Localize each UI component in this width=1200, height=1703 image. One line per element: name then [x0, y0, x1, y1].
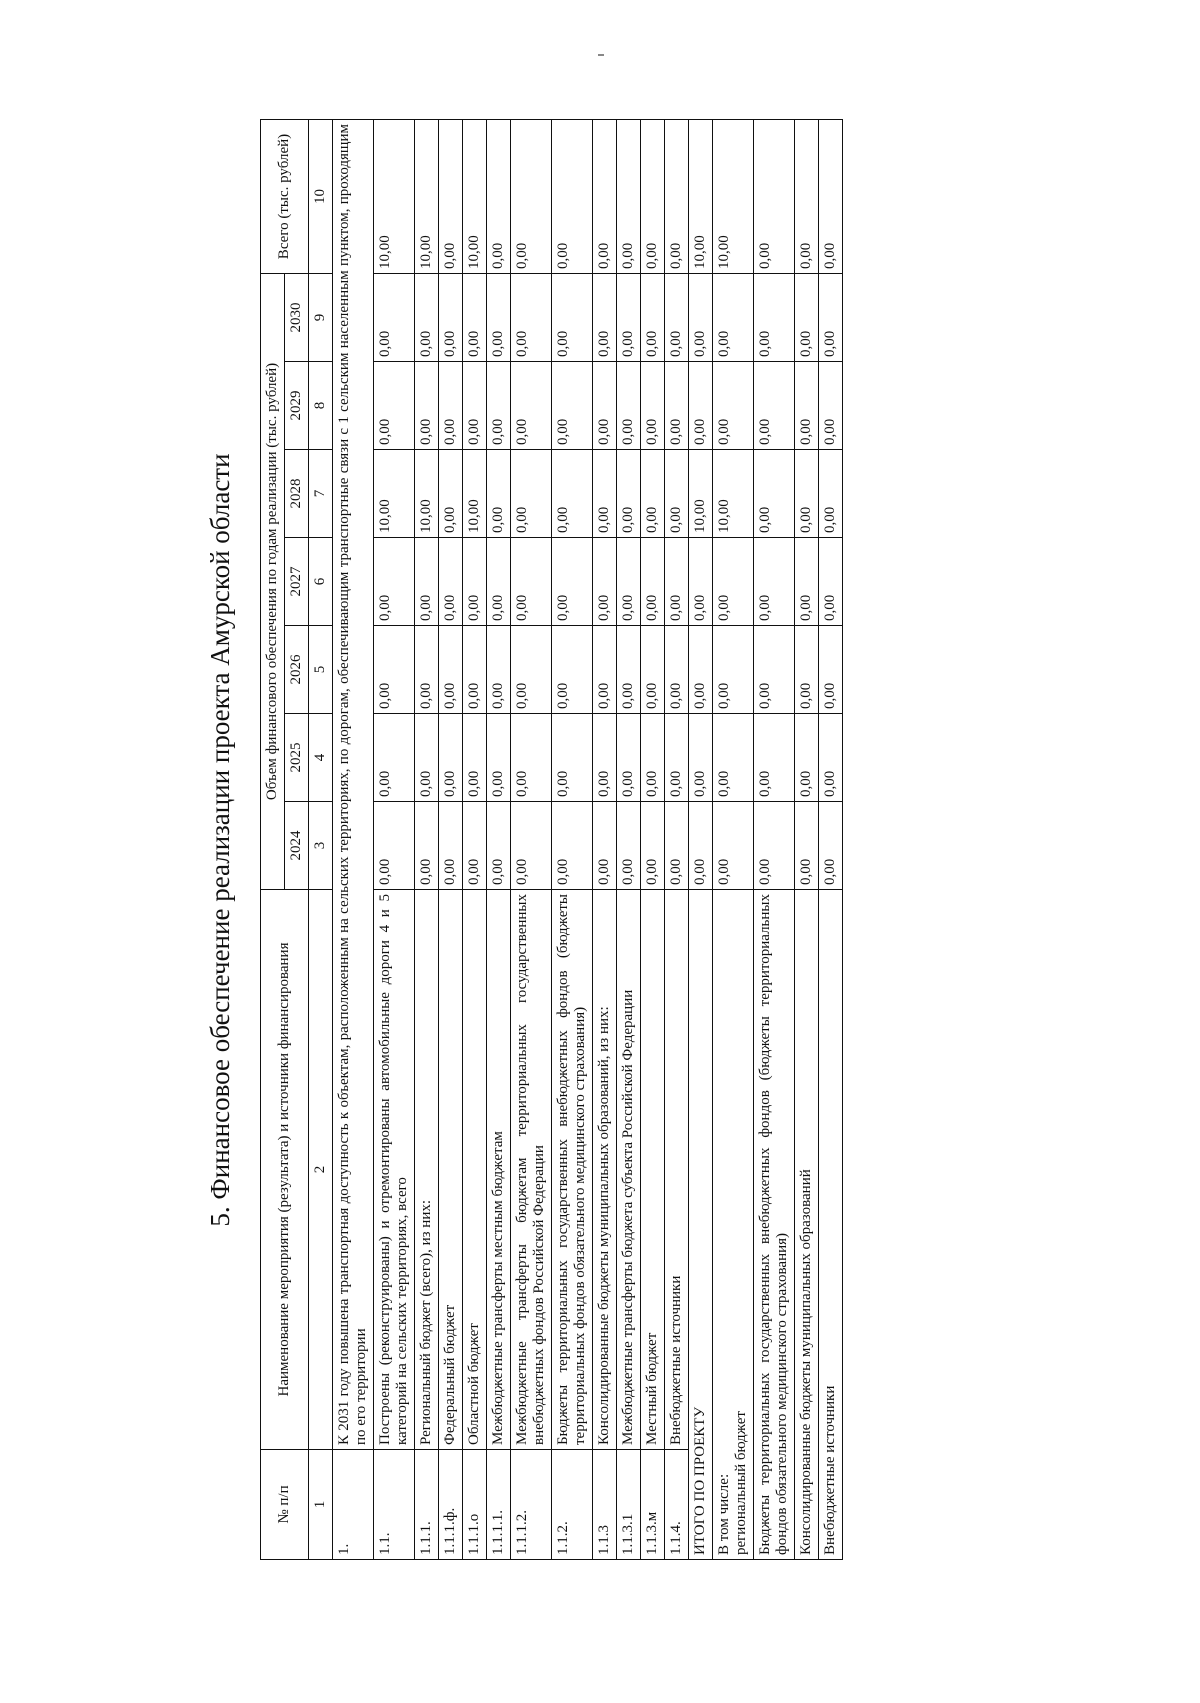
- row-name: Региональный бюджет (всего), из них:: [415, 890, 439, 1450]
- row-value: 0,00: [511, 714, 552, 802]
- row-name: Построены (реконструированы) и отремонтированы автомобильные дороги 4 и 5 категорий на сельских территориях, всего: [374, 890, 415, 1450]
- summary-value: 0,00: [819, 802, 843, 890]
- row-num: 1.1.3.1: [617, 1450, 641, 1560]
- summary-value: 0,00: [754, 714, 795, 802]
- summary-value: 0,00: [713, 714, 754, 802]
- summary-value: 10,00: [713, 120, 754, 274]
- row-value: 0,00: [665, 626, 689, 714]
- summary-value: 0,00: [689, 626, 713, 714]
- row-value: 0,00: [617, 802, 641, 890]
- header-row-top: [261, 120, 285, 1560]
- row-value: 0,00: [665, 538, 689, 626]
- row-value: 0,00: [511, 626, 552, 714]
- header-year: 2027: [285, 538, 309, 626]
- summary-name: Консолидированные бюджеты муниципальных образований: [795, 890, 819, 1560]
- table-row: [665, 120, 689, 1560]
- row-value: 0,00: [374, 802, 415, 890]
- row-value: 0,00: [487, 538, 511, 626]
- row-value: 0,00: [463, 538, 487, 626]
- column-index: 4: [309, 714, 333, 802]
- row-num: 1.1.3: [593, 1450, 617, 1560]
- header-year: 2025: [285, 714, 309, 802]
- row-num: 1.1.: [374, 1450, 415, 1560]
- row-value: 0,00: [511, 274, 552, 362]
- row-name: Межбюджетные трансферты бюджета субъекта Российской Федерации: [617, 890, 641, 1450]
- header-year: 2026: [285, 626, 309, 714]
- column-index: 1: [309, 1450, 333, 1560]
- page-title: 5. Финансовое обеспечение реализации проекта Амурской области: [205, 453, 235, 1227]
- summary-value: 0,00: [819, 450, 843, 538]
- table-row: [593, 120, 617, 1560]
- row-value: 0,00: [552, 626, 593, 714]
- row-value: 0,00: [487, 362, 511, 450]
- row-value: 0,00: [439, 626, 463, 714]
- row-num: 1.1.2.: [552, 1450, 593, 1560]
- goal-num: 1.: [333, 1450, 374, 1560]
- table-row: [641, 120, 665, 1560]
- row-value: 0,00: [641, 714, 665, 802]
- row-value: 0,00: [552, 714, 593, 802]
- row-value: 10,00: [374, 120, 415, 274]
- table-row: [487, 120, 511, 1560]
- row-value: 0,00: [439, 802, 463, 890]
- row-value: 10,00: [463, 120, 487, 274]
- summary-value: 0,00: [713, 538, 754, 626]
- row-name: Межбюджетные трансферты бюджетам территориальных государственных внебюджетных фондов Российской Федерации: [511, 890, 552, 1450]
- row-value: 0,00: [552, 538, 593, 626]
- row-name: Межбюджетные трансферты местным бюджетам: [487, 890, 511, 1450]
- summary-value: 0,00: [754, 802, 795, 890]
- row-num: 1.1.3.м: [641, 1450, 665, 1560]
- row-value: 0,00: [617, 538, 641, 626]
- row-value: 0,00: [374, 362, 415, 450]
- summary-value: 0,00: [713, 362, 754, 450]
- summary-name: ИТОГО ПО ПРОЕКТУ: [689, 890, 713, 1560]
- row-value: 0,00: [552, 802, 593, 890]
- table-row: [415, 120, 439, 1560]
- row-value: 10,00: [415, 120, 439, 274]
- row-value: 0,00: [665, 274, 689, 362]
- row-value: 0,00: [487, 802, 511, 890]
- summary-value: 0,00: [754, 274, 795, 362]
- row-value: 0,00: [641, 362, 665, 450]
- row-value: 0,00: [641, 626, 665, 714]
- row-value: 0,00: [641, 450, 665, 538]
- summary-value: 0,00: [689, 274, 713, 362]
- column-index: 7: [309, 450, 333, 538]
- row-value: 0,00: [665, 120, 689, 274]
- summary-value: 0,00: [689, 362, 713, 450]
- row-num: 1.1.1.: [415, 1450, 439, 1560]
- row-value: 0,00: [487, 120, 511, 274]
- column-index: 6: [309, 538, 333, 626]
- column-index: 5: [309, 626, 333, 714]
- row-value: 0,00: [415, 362, 439, 450]
- row-value: 0,00: [439, 274, 463, 362]
- row-name: Консолидированные бюджеты муниципальных образований, из них:: [593, 890, 617, 1450]
- row-value: 0,00: [552, 450, 593, 538]
- row-value: 0,00: [374, 538, 415, 626]
- row-value: 0,00: [511, 362, 552, 450]
- summary-name: Внебюджетные источники: [819, 890, 843, 1560]
- summary-value: 0,00: [754, 538, 795, 626]
- row-value: 0,00: [511, 538, 552, 626]
- summary-value: 0,00: [713, 626, 754, 714]
- row-value: 0,00: [415, 802, 439, 890]
- column-index: 8: [309, 362, 333, 450]
- row-value: 0,00: [487, 714, 511, 802]
- table-row: [439, 120, 463, 1560]
- row-value: 0,00: [593, 274, 617, 362]
- column-index: 3: [309, 802, 333, 890]
- row-num: 1.1.1.2.: [511, 1450, 552, 1560]
- row-name: Внебюджетные источники: [665, 890, 689, 1450]
- row-value: 0,00: [439, 362, 463, 450]
- summary-value: 0,00: [819, 626, 843, 714]
- row-num: 1.1.4.: [665, 1450, 689, 1560]
- summary-value: 0,00: [819, 274, 843, 362]
- summary-value: 0,00: [795, 714, 819, 802]
- header-year: 2030: [285, 274, 309, 362]
- table-row: [511, 120, 552, 1560]
- row-num: 1.1.1.о: [463, 1450, 487, 1560]
- row-value: 0,00: [487, 274, 511, 362]
- row-name: Федеральный бюджет: [439, 890, 463, 1450]
- row-value: 0,00: [593, 450, 617, 538]
- row-value: 0,00: [617, 274, 641, 362]
- row-value: 0,00: [617, 362, 641, 450]
- scan-speck: [598, 54, 604, 56]
- summary-row: [795, 120, 819, 1560]
- summary-row: [713, 120, 754, 1560]
- summary-value: 0,00: [754, 120, 795, 274]
- row-name: Местный бюджет: [641, 890, 665, 1450]
- row-value: 0,00: [439, 120, 463, 274]
- column-index: 2: [309, 890, 333, 1450]
- row-value: 0,00: [415, 274, 439, 362]
- row-value: 0,00: [415, 538, 439, 626]
- header-volume: Объем финансового обеспечения по годам реализации (тыс. рублей): [261, 274, 285, 890]
- summary-value: 0,00: [713, 802, 754, 890]
- table-row: [374, 120, 415, 1560]
- header-name: Наименование мероприятия (результата) и источники финансирования: [261, 890, 309, 1450]
- summary-value: 0,00: [819, 538, 843, 626]
- row-value: 0,00: [641, 120, 665, 274]
- row-value: 0,00: [665, 802, 689, 890]
- summary-value: 0,00: [795, 362, 819, 450]
- row-value: 0,00: [415, 714, 439, 802]
- row-value: 0,00: [593, 362, 617, 450]
- row-value: 0,00: [439, 538, 463, 626]
- summary-value: 0,00: [795, 274, 819, 362]
- row-value: 0,00: [552, 362, 593, 450]
- row-value: 0,00: [641, 274, 665, 362]
- column-index: 10: [309, 120, 333, 274]
- row-value: 0,00: [439, 714, 463, 802]
- row-num: 1.1.1.ф.: [439, 1450, 463, 1560]
- row-value: 0,00: [641, 802, 665, 890]
- row-value: 0,00: [511, 120, 552, 274]
- financing-table: [260, 119, 843, 1560]
- summary-value: 0,00: [713, 274, 754, 362]
- table-row: [552, 120, 593, 1560]
- row-value: 0,00: [463, 362, 487, 450]
- row-value: 0,00: [617, 626, 641, 714]
- row-value: 10,00: [374, 450, 415, 538]
- summary-row: [819, 120, 843, 1560]
- summary-value: 0,00: [795, 450, 819, 538]
- summary-value: 10,00: [689, 450, 713, 538]
- row-value: 0,00: [463, 274, 487, 362]
- row-value: 0,00: [415, 626, 439, 714]
- header-year: 2028: [285, 450, 309, 538]
- row-name: Бюджеты территориальных государственных внебюджетных фондов (бюджеты территориальных фондов обязательного медицинского страхования): [552, 890, 593, 1450]
- row-value: 10,00: [463, 450, 487, 538]
- row-value: 0,00: [374, 714, 415, 802]
- summary-value: 0,00: [819, 714, 843, 802]
- row-value: 0,00: [439, 450, 463, 538]
- row-value: 0,00: [593, 626, 617, 714]
- goal-row: [333, 120, 374, 1560]
- row-value: 0,00: [511, 450, 552, 538]
- row-value: 0,00: [665, 714, 689, 802]
- row-value: 0,00: [374, 626, 415, 714]
- summary-value: 0,00: [795, 538, 819, 626]
- row-value: 0,00: [617, 120, 641, 274]
- row-value: 0,00: [552, 120, 593, 274]
- summary-value: 0,00: [689, 538, 713, 626]
- row-value: 0,00: [665, 450, 689, 538]
- row-value: 0,00: [665, 362, 689, 450]
- summary-value: 0,00: [795, 120, 819, 274]
- row-value: 0,00: [593, 802, 617, 890]
- row-value: 0,00: [593, 714, 617, 802]
- summary-value: 0,00: [754, 450, 795, 538]
- table-row: [617, 120, 641, 1560]
- summary-value: 0,00: [819, 362, 843, 450]
- row-value: 0,00: [593, 120, 617, 274]
- summary-row: [754, 120, 795, 1560]
- summary-value: 0,00: [819, 120, 843, 274]
- rotated-content: [200, 120, 1200, 1560]
- column-index: 9: [309, 274, 333, 362]
- summary-value: 10,00: [713, 450, 754, 538]
- row-name: Областной бюджет: [463, 890, 487, 1450]
- goal-text: К 2031 году повышена транспортная доступность к объектам, расположенным на сельских территориях, по дорогам, обеспечивающим транспортные связи с 1 сельским населенным пунктом, проходящим по его территории: [333, 120, 374, 1450]
- row-value: 0,00: [463, 626, 487, 714]
- row-value: 0,00: [463, 802, 487, 890]
- row-value: 10,00: [415, 450, 439, 538]
- row-value: 0,00: [552, 274, 593, 362]
- summary-value: 0,00: [754, 626, 795, 714]
- row-value: 0,00: [463, 714, 487, 802]
- summary-value: 0,00: [689, 802, 713, 890]
- summary-name: В том числе: региональный бюджет: [713, 890, 754, 1560]
- summary-row: [689, 120, 713, 1560]
- header-num: № п/п: [261, 1450, 309, 1560]
- row-value: 0,00: [487, 626, 511, 714]
- summary-value: 0,00: [795, 802, 819, 890]
- summary-value: 10,00: [689, 120, 713, 274]
- row-value: 0,00: [617, 450, 641, 538]
- row-value: 0,00: [487, 450, 511, 538]
- summary-value: 0,00: [795, 626, 819, 714]
- table-row: [463, 120, 487, 1560]
- row-value: 0,00: [617, 714, 641, 802]
- row-value: 0,00: [511, 802, 552, 890]
- row-value: 0,00: [593, 538, 617, 626]
- row-value: 0,00: [374, 274, 415, 362]
- summary-value: 0,00: [754, 362, 795, 450]
- header-year: 2029: [285, 362, 309, 450]
- column-index-row: [309, 120, 333, 1560]
- summary-name: Бюджеты территориальных государственных внебюджетных фондов (бюджеты территориальных фондов обязательного медицинского страхования): [754, 890, 795, 1560]
- row-num: 1.1.1.1.: [487, 1450, 511, 1560]
- header-year: 2024: [285, 802, 309, 890]
- row-value: 0,00: [641, 538, 665, 626]
- summary-value: 0,00: [689, 714, 713, 802]
- header-total: Всего (тыс. рублей): [261, 120, 309, 274]
